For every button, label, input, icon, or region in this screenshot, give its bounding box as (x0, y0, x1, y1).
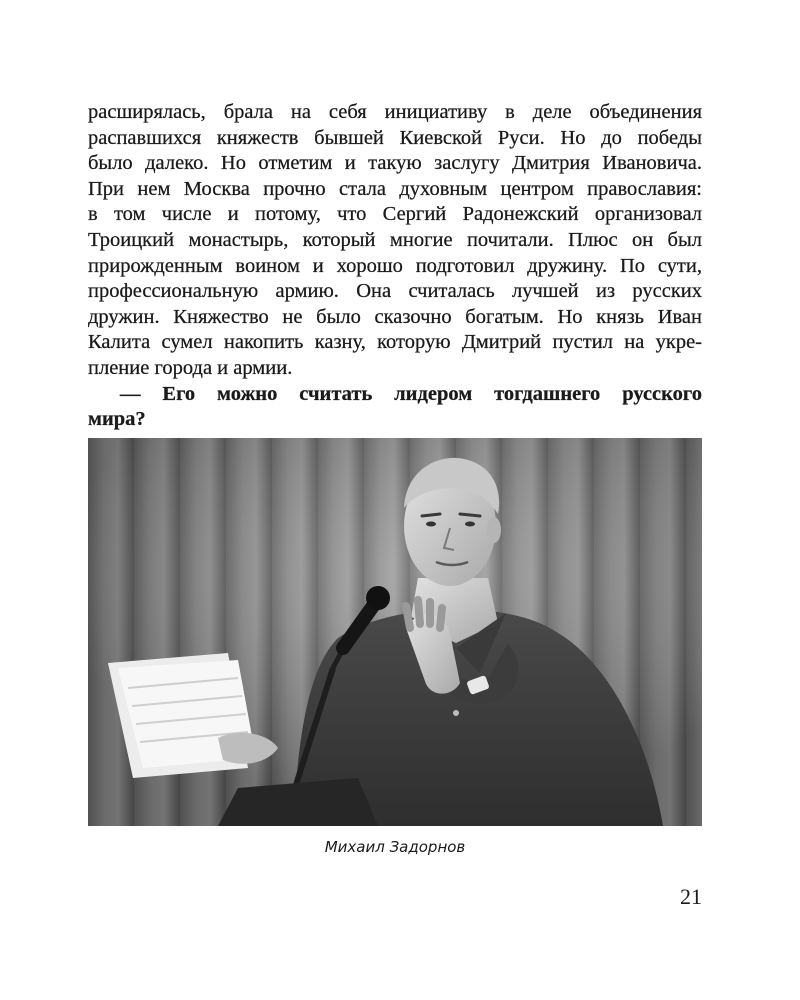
question-line: мира? (88, 408, 146, 431)
text-line: При нем Москва прочно стала духовным центром православия: (88, 177, 702, 200)
paragraph (88, 100, 702, 382)
body-text (88, 100, 702, 433)
text-line: Калита сумел накопить казну, которую Дмитрий пустил на укре- (88, 331, 702, 354)
text-line: Троицкий монастырь, который многие почитали. Плюс он был (88, 228, 702, 251)
text-line: было далеко. Но отметим и такую заслугу Дмитрия Ивановича. (88, 152, 702, 175)
photo (88, 438, 702, 826)
text-line: расширялась, брала на себя инициативу в деле объединения (88, 101, 702, 123)
text-line: прирожденным воином и хорошо подготовил дружину. По сути, (88, 254, 702, 277)
photo-caption: Михаил Задорнов (324, 838, 466, 856)
page-number: 21 (680, 884, 702, 909)
text-line: дружин. Княжество не было сказочно богатым. Но князь Иван (88, 305, 702, 328)
text-line: в том числе и потому, что Сергий Радонежский организовал (88, 203, 702, 226)
question-line: — Его можно считать лидером тогдашнего русского (120, 382, 702, 405)
interview-question (88, 382, 702, 433)
text-line: распавшихся княжеств бывшей Киевской Руси. Но до победы (88, 126, 702, 149)
text-line: пление города и армии. (88, 356, 293, 379)
text-line: профессиональную армию. Она считалась лучшей из русских (88, 280, 702, 303)
photo-man-at-microphone-icon (88, 438, 702, 826)
